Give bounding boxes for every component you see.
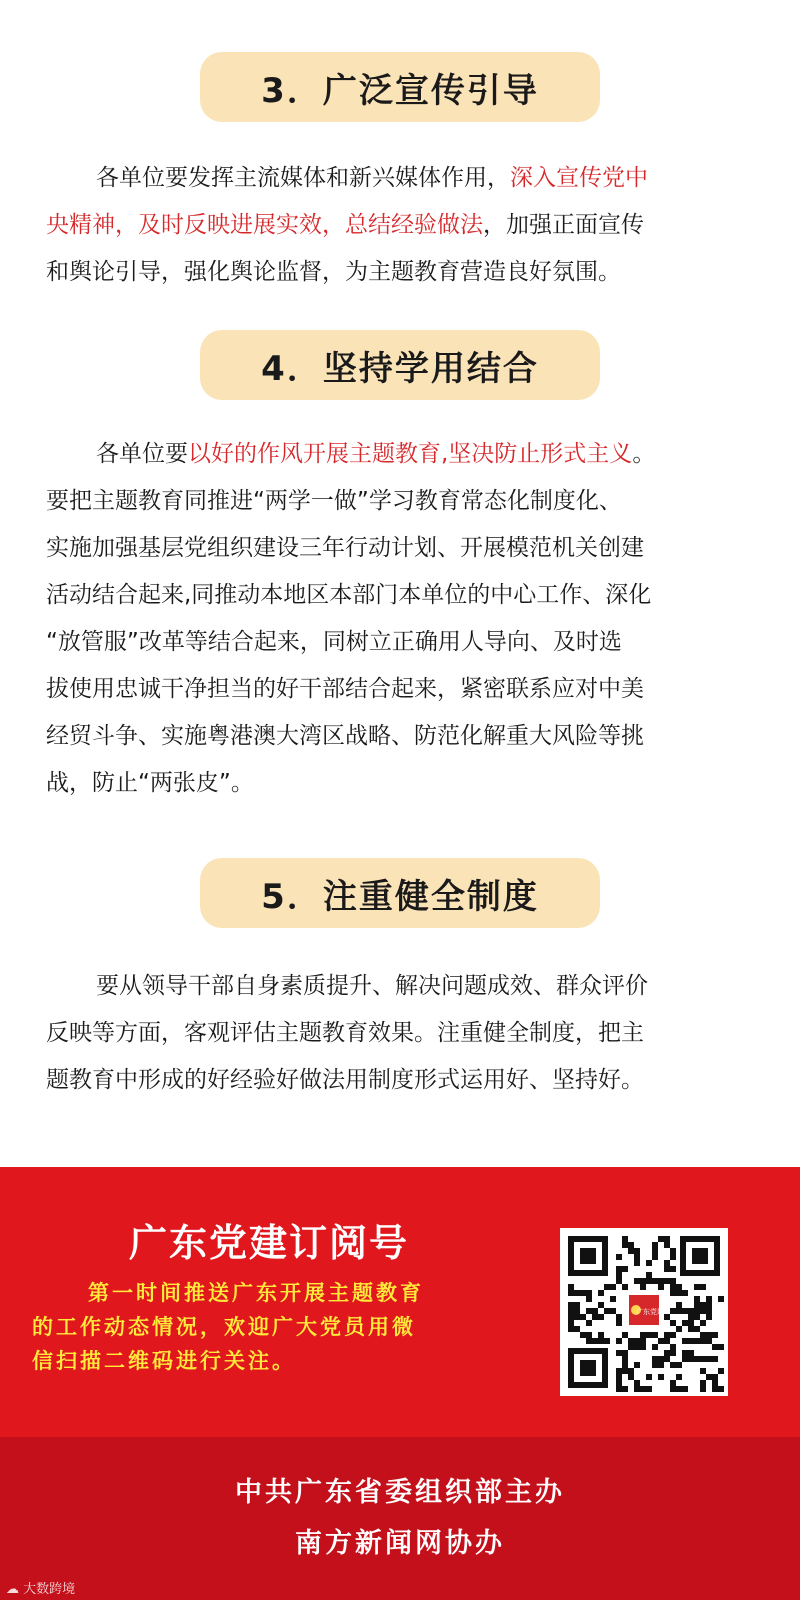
paragraph-line [46,713,746,760]
paragraph-line [46,478,746,525]
qr-logo-label: 广东党建 [636,1308,664,1316]
section-body-4 [46,431,746,807]
body-text: 活动结合起来,同推动本地区本部门本单位的中心工作、深化 [46,582,652,608]
paragraph-line [46,1010,746,1057]
body-text: 要从领导干部自身素质提升、解决问题成效、群众评价 [96,973,648,999]
highlighted-text: 以好的作风开展主题教育,坚决防止形式主义 [188,441,633,467]
body-text: 战，防止“两张皮”。 [46,770,254,796]
paragraph-line [46,249,746,296]
section-title-3: 3．广泛宣传引导 [200,52,600,122]
paragraph-line [46,760,746,807]
qr-code-icon [560,1228,728,1396]
body-text: 要把主题教育同推进“两学一做”学习教育常态化制度化、 [46,488,622,514]
watermark-logo-icon: ☁ [6,1582,24,1597]
body-text: “放管服”改革等结合起来，同树立正确用人导向、及时选 [46,629,622,655]
body-text: 和舆论引导，强化舆论监督，为主题教育营造良好氛围。 [46,259,621,285]
watermark [6,1578,75,1597]
paragraph-line [46,155,746,202]
body-text: ，加强正面宣传 [483,212,644,238]
footer-text-line-2: 的工作动态情况，欢迎广大党员用微 [32,1315,416,1339]
section-body-5 [46,963,746,1104]
qr-code [560,1228,728,1396]
body-text: 。 [632,441,656,467]
highlighted-text: 央精神，及时反映进展实效，总结经验做法 [46,212,483,238]
section-title-5: 5．注重健全制度 [200,858,600,928]
highlighted-text: 深入宣传党中 [510,165,648,191]
body-text: 实施加强基层党组织建设三年行动计划、开展模范机关创建 [46,535,644,561]
section-title-4: 4．坚持学用结合 [200,330,600,400]
watermark-text: 大数跨境 [23,1582,76,1597]
paragraph-line [46,202,746,249]
organizer-line-1: 中共广东省委组织部主办 [235,1477,565,1508]
body-text: 题教育中形成的好经验好做法用制度形式运用好、坚持好。 [46,1067,644,1093]
body-text: 各单位要发挥主流媒体和新兴媒体作用， [96,165,510,191]
organizer-line-2: 南方新闻网协办 [295,1528,505,1559]
footer-organizer-banner [0,1437,800,1600]
paragraph-line [46,963,746,1010]
footer-text-line-1: 第一时间推送广东开展主题教育 [88,1281,424,1305]
footer-text-line-3: 信扫描二维码进行关注。 [32,1349,296,1373]
paragraph-line [46,1057,746,1104]
body-text: 拔使用忠诚干净担当的好干部结合起来，紧密联系应对中美 [46,676,644,702]
section-body-3 [46,155,746,296]
paragraph-line [46,619,746,666]
footer-title: 广东党建订阅号 [129,1221,410,1265]
paragraph-line [46,572,746,619]
body-text: 各单位要 [96,441,188,467]
body-text: 反映等方面，客观评估主题教育效果。注重健全制度，把主 [46,1020,644,1046]
paragraph-line [46,525,746,572]
paragraph-line [46,431,746,478]
paragraph-line [46,666,746,713]
body-text: 经贸斗争、实施粤港澳大湾区战略、防范化解重大风险等挑 [46,723,644,749]
